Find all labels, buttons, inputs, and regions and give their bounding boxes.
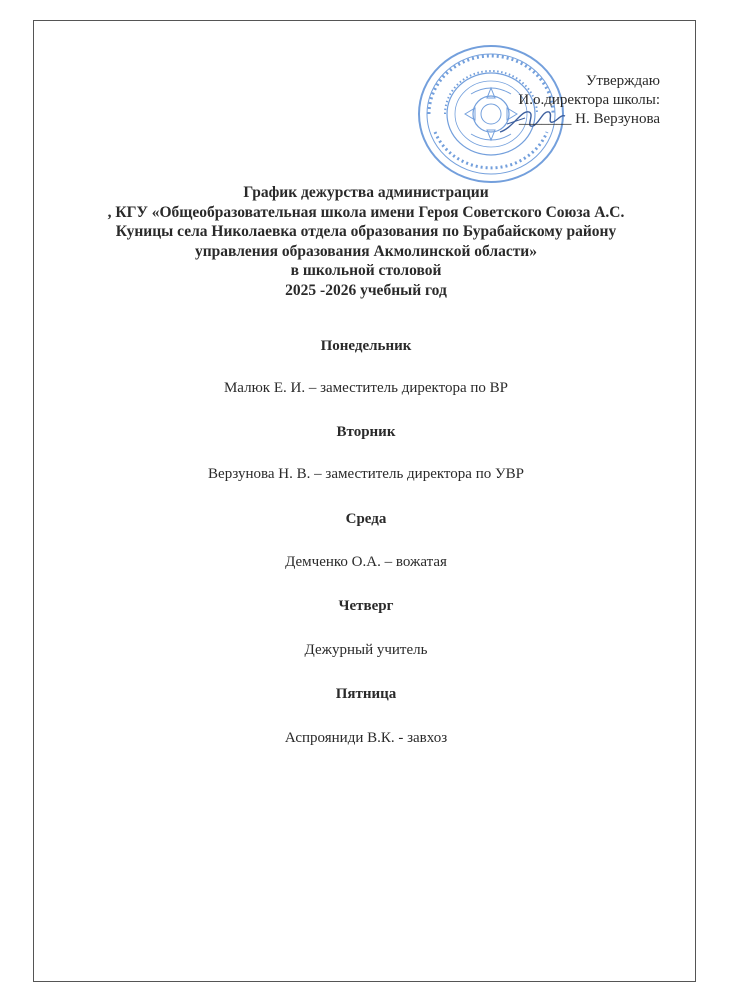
approval-line-1: Утверждаю: [585, 73, 660, 89]
approval-line-3: [518, 110, 660, 129]
title-line-6: 2025 -2026 учебный год: [285, 281, 447, 299]
title-line-4: управления образования Акмолинской области»: [194, 242, 537, 260]
duty-wednesday: Демченко О.А. – вожатая: [285, 554, 447, 570]
duty-tuesday: Верзунова Н. В. – заместитель директора по УВР: [208, 466, 524, 482]
day-tuesday: Вторник: [336, 424, 396, 440]
duty-monday: Малюк Е. И. – заместитель директора по ВР: [223, 380, 509, 396]
page-border: [33, 20, 696, 982]
document-title: [60, 183, 672, 300]
duty-friday: Аспрояниди В.К. - завхоз: [284, 730, 448, 746]
signature-underline: _______: [518, 111, 572, 127]
title-line-5: в школьной столовой: [290, 262, 442, 279]
day-wednesday: Среда: [345, 511, 387, 527]
title-line-2: , КГУ «Общеобразовательная школа имени Героя Советского Союза А.С.: [107, 203, 625, 221]
approval-block: [518, 72, 660, 129]
title-line-1: График дежурства администрации: [243, 184, 489, 201]
director-name: Н. Верзунова: [575, 111, 660, 127]
day-thursday: Четверг: [338, 598, 394, 614]
day-friday: Пятница: [335, 686, 397, 702]
title-line-3: Куницы села Николаевка отдела образования по Бурабайскому району: [115, 223, 617, 240]
day-monday: Понедельник: [320, 338, 412, 354]
approval-line-2: И.о.директора школы:: [518, 92, 660, 108]
duty-thursday: Дежурный учитель: [304, 642, 428, 658]
